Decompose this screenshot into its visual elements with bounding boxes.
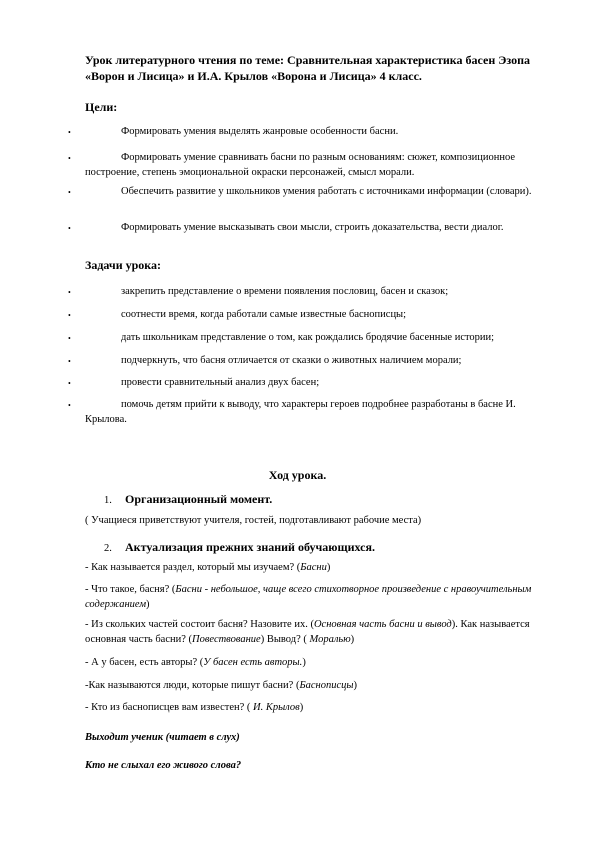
dialog-answer: Басни - небольшое, чаще всего стихотворное произведение с нравоучительным содержанием [85,584,532,610]
task-text-6: помочь детям прийти к выводу, что характеры героев подробнее разработаны в басне И. Крылова. [85,399,516,425]
dialog-line-6 [85,700,540,715]
poem-line: Кто не слыхал его живого слова? [85,760,242,771]
task-item-1 [85,284,540,299]
goals-heading: Цели: [85,100,118,114]
dialog-answer: У басен есть авторы. [203,657,303,668]
dialog-line-4 [85,655,540,670]
task-item-2 [85,307,540,322]
task-text-2: соотнести время, когда работали самые известные баснописцы; [121,309,407,320]
tasks-heading: Задачи урока: [85,258,162,272]
bullet-icon: • [68,401,71,410]
step-2-title: Актуализация прежних знаний обучающихся. [125,540,375,554]
dialog-tail: ) [299,702,304,713]
goal-item-3 [85,184,540,199]
task-text-3: дать школьникам представление о том, как рождались бродячие басенные истории; [121,332,495,343]
dialog-answer: Повествование [192,634,261,645]
dialog-answer: Баснописцы [299,680,354,691]
dialog-question: - Из скольких частей состоит басня? Назовите их. ( [85,619,314,630]
bullet-icon: • [68,288,71,297]
dialog-question: - А у басен, есть авторы? ( [85,657,204,668]
dialog-tail: ) [326,562,331,573]
dialog-tail: ). Как называется основная часть басни? ( [85,619,530,645]
dialog-tail: ) Вывод? ( [260,634,310,645]
step-1 [104,492,272,507]
dialog-answer: Басни [300,562,327,573]
bullet-icon: • [68,357,71,366]
task-text-4: подчеркнуть, что басня отличается от сказки о животных наличием морали; [121,355,462,366]
bullet-icon: • [68,311,71,320]
lesson-heading: Ход урока. [268,468,327,482]
step-1-number: 1. [104,495,112,506]
dialog-question: - Как называется раздел, который мы изучаем? ( [85,562,301,573]
dialog-tail: ) [146,599,150,610]
step-2-number: 2. [104,543,112,554]
task-text-5: провести сравнительный анализ двух басен; [121,377,320,388]
goal-text-4: Формировать умение высказывать свои мысли, строить доказательства, вести диалог. [121,222,504,233]
dialog-answer: Моралью [309,634,351,645]
page-title: Урок литературного чтения по теме: Сравнительная характеристика басен Эзопа «Ворон и Лисица» и И.А. Крылов «Ворона и Лисица» 4 класс. [85,53,531,83]
dialog-line-2 [85,582,540,612]
step-1-title: Организационный момент. [125,492,273,506]
student-note: Выходит ученик (читает в слух) [85,732,240,743]
dialog-line-3 [85,617,540,647]
task-item-6 [85,397,540,427]
task-item-5 [85,375,540,390]
task-item-3 [85,330,540,345]
goal-item-1 [85,124,540,139]
dialog-line-5 [85,678,540,693]
step-1-note: ( Учащиеся приветствуют учителя, гостей, подготавливают рабочие места) [85,515,422,526]
goal-text-1: Формировать умения выделять жанровые особенности басни. [121,126,399,137]
goal-text-2: Формировать умение сравнивать басни по разным основаниям: сюжет, композиционное построение, степень эмоциональной окраски персонажей, смысл морали. [85,152,516,178]
dialog-question: - Что такое, басня? ( [85,584,176,595]
bullet-icon: • [68,379,71,388]
bullet-icon: • [68,224,71,233]
task-text-1: закрепить представление о времени появления пословиц, басен и сказок; [121,286,449,297]
goal-item-2 [85,150,540,180]
dialog-tail: ) [302,657,306,668]
bullet-icon: • [68,154,71,163]
dialog-answer: Основная часть басни и вывод [313,619,452,630]
step-2 [104,540,375,555]
bullet-icon: • [68,334,71,343]
bullet-icon: • [68,188,71,197]
dialog-tail: ) [350,634,355,645]
task-item-4 [85,353,540,368]
dialog-line-1 [85,560,540,575]
dialog-question: - Кто из баснописцев вам известен? ( [85,702,254,713]
goal-item-4 [85,220,540,235]
dialog-question: -Как называются люди, которые пишут басни? ( [85,680,300,691]
bullet-icon: • [68,128,71,137]
goal-text-3: Обеспечить развитие у школьников умения работать с источниками информации (словари). [121,186,532,197]
dialog-answer: И. Крылов [253,702,300,713]
dialog-tail: ) [353,680,358,691]
